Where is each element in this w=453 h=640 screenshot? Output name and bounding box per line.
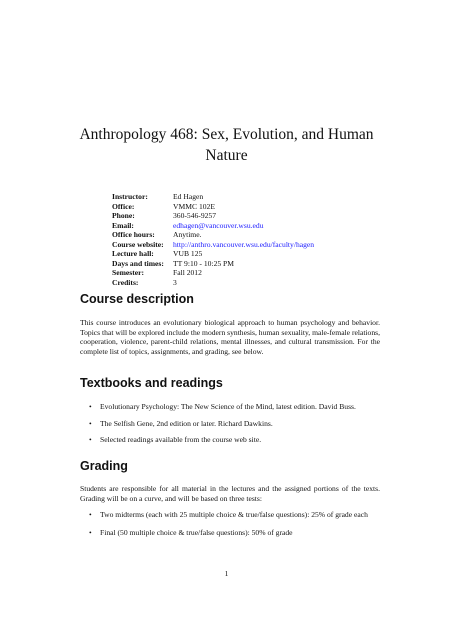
course-info-table [112, 192, 314, 287]
page-number: 1 [224, 569, 229, 578]
document-title: Anthropology 468: Sex, Evolution, and Human Nature [79, 126, 374, 164]
info-value: Ed Hagen [173, 192, 204, 201]
textbooks-list [80, 402, 380, 445]
info-label: Lecture hall: [112, 249, 154, 258]
info-label: Phone: [112, 211, 135, 220]
info-value: Anytime. [173, 230, 202, 239]
info-row-office [112, 202, 314, 212]
info-label: Credits: [112, 277, 139, 287]
info-row-days-times [112, 259, 314, 269]
list-item: • Final (50 multiple choice & true/false questions): 50% of grade [80, 528, 380, 538]
course-description-heading: Course description [80, 292, 194, 306]
info-value: Fall 2012 [173, 268, 202, 277]
list-item: • Selected readings available from the course web site. [80, 435, 380, 445]
info-row-phone [112, 211, 314, 221]
course-description-text: This course introduces an evolutionary biological approach to human psychology and behavior. Topics that will be explored include the modern synthesis, human sexuality, male-female relations, cooperation, violence, parent-child relations, mental illnesses, and cultural transmission. For the complete list of topics, assignments, and grading, see below. [80, 318, 380, 356]
list-item: • The Selfish Gene, 2nd edition or later. Richard Dawkins. [80, 419, 380, 429]
info-row-semester [112, 268, 314, 278]
info-value: VUB 125 [173, 249, 203, 258]
email-link[interactable]: edhagen@vancouver.wsu.edu [173, 220, 264, 230]
info-row-instructor [112, 192, 314, 202]
info-row-office-hours [112, 230, 314, 240]
list-item: • Evolutionary Psychology: The New Science of the Mind, latest edition. David Buss. [80, 402, 380, 412]
info-value: TT 9:10 - 10:25 PM [173, 258, 235, 268]
info-label: Instructor: [112, 192, 148, 201]
info-label: Days and times: [112, 258, 164, 268]
info-row-email [112, 221, 314, 231]
info-value: VMMC 102E [173, 201, 215, 211]
website-link[interactable]: http://anthro.vancouver.wsu.edu/faculty/hagen [173, 239, 315, 249]
info-row-lecture-hall [112, 249, 314, 259]
info-label: Office: [112, 201, 135, 211]
info-value: 360-546-9257 [173, 211, 217, 220]
info-row-credits [112, 278, 314, 288]
info-row-website [112, 240, 314, 250]
grading-list [80, 510, 380, 537]
info-value: 3 [173, 277, 177, 287]
info-label: Course website: [112, 239, 164, 249]
list-item: • Two midterms (each with 25 multiple choice & true/false questions): 25% of grade each [80, 510, 380, 520]
grading-heading: Grading [80, 459, 128, 473]
textbooks-heading: Textbooks and readings [80, 376, 223, 390]
grading-text: Students are responsible for all material in the lectures and the assigned portions of the texts. Grading will be on a curve, and will be based on three tests: [80, 484, 380, 503]
info-label: Email: [112, 220, 134, 230]
info-label: Semester: [112, 268, 145, 277]
info-label: Office hours: [112, 230, 155, 239]
